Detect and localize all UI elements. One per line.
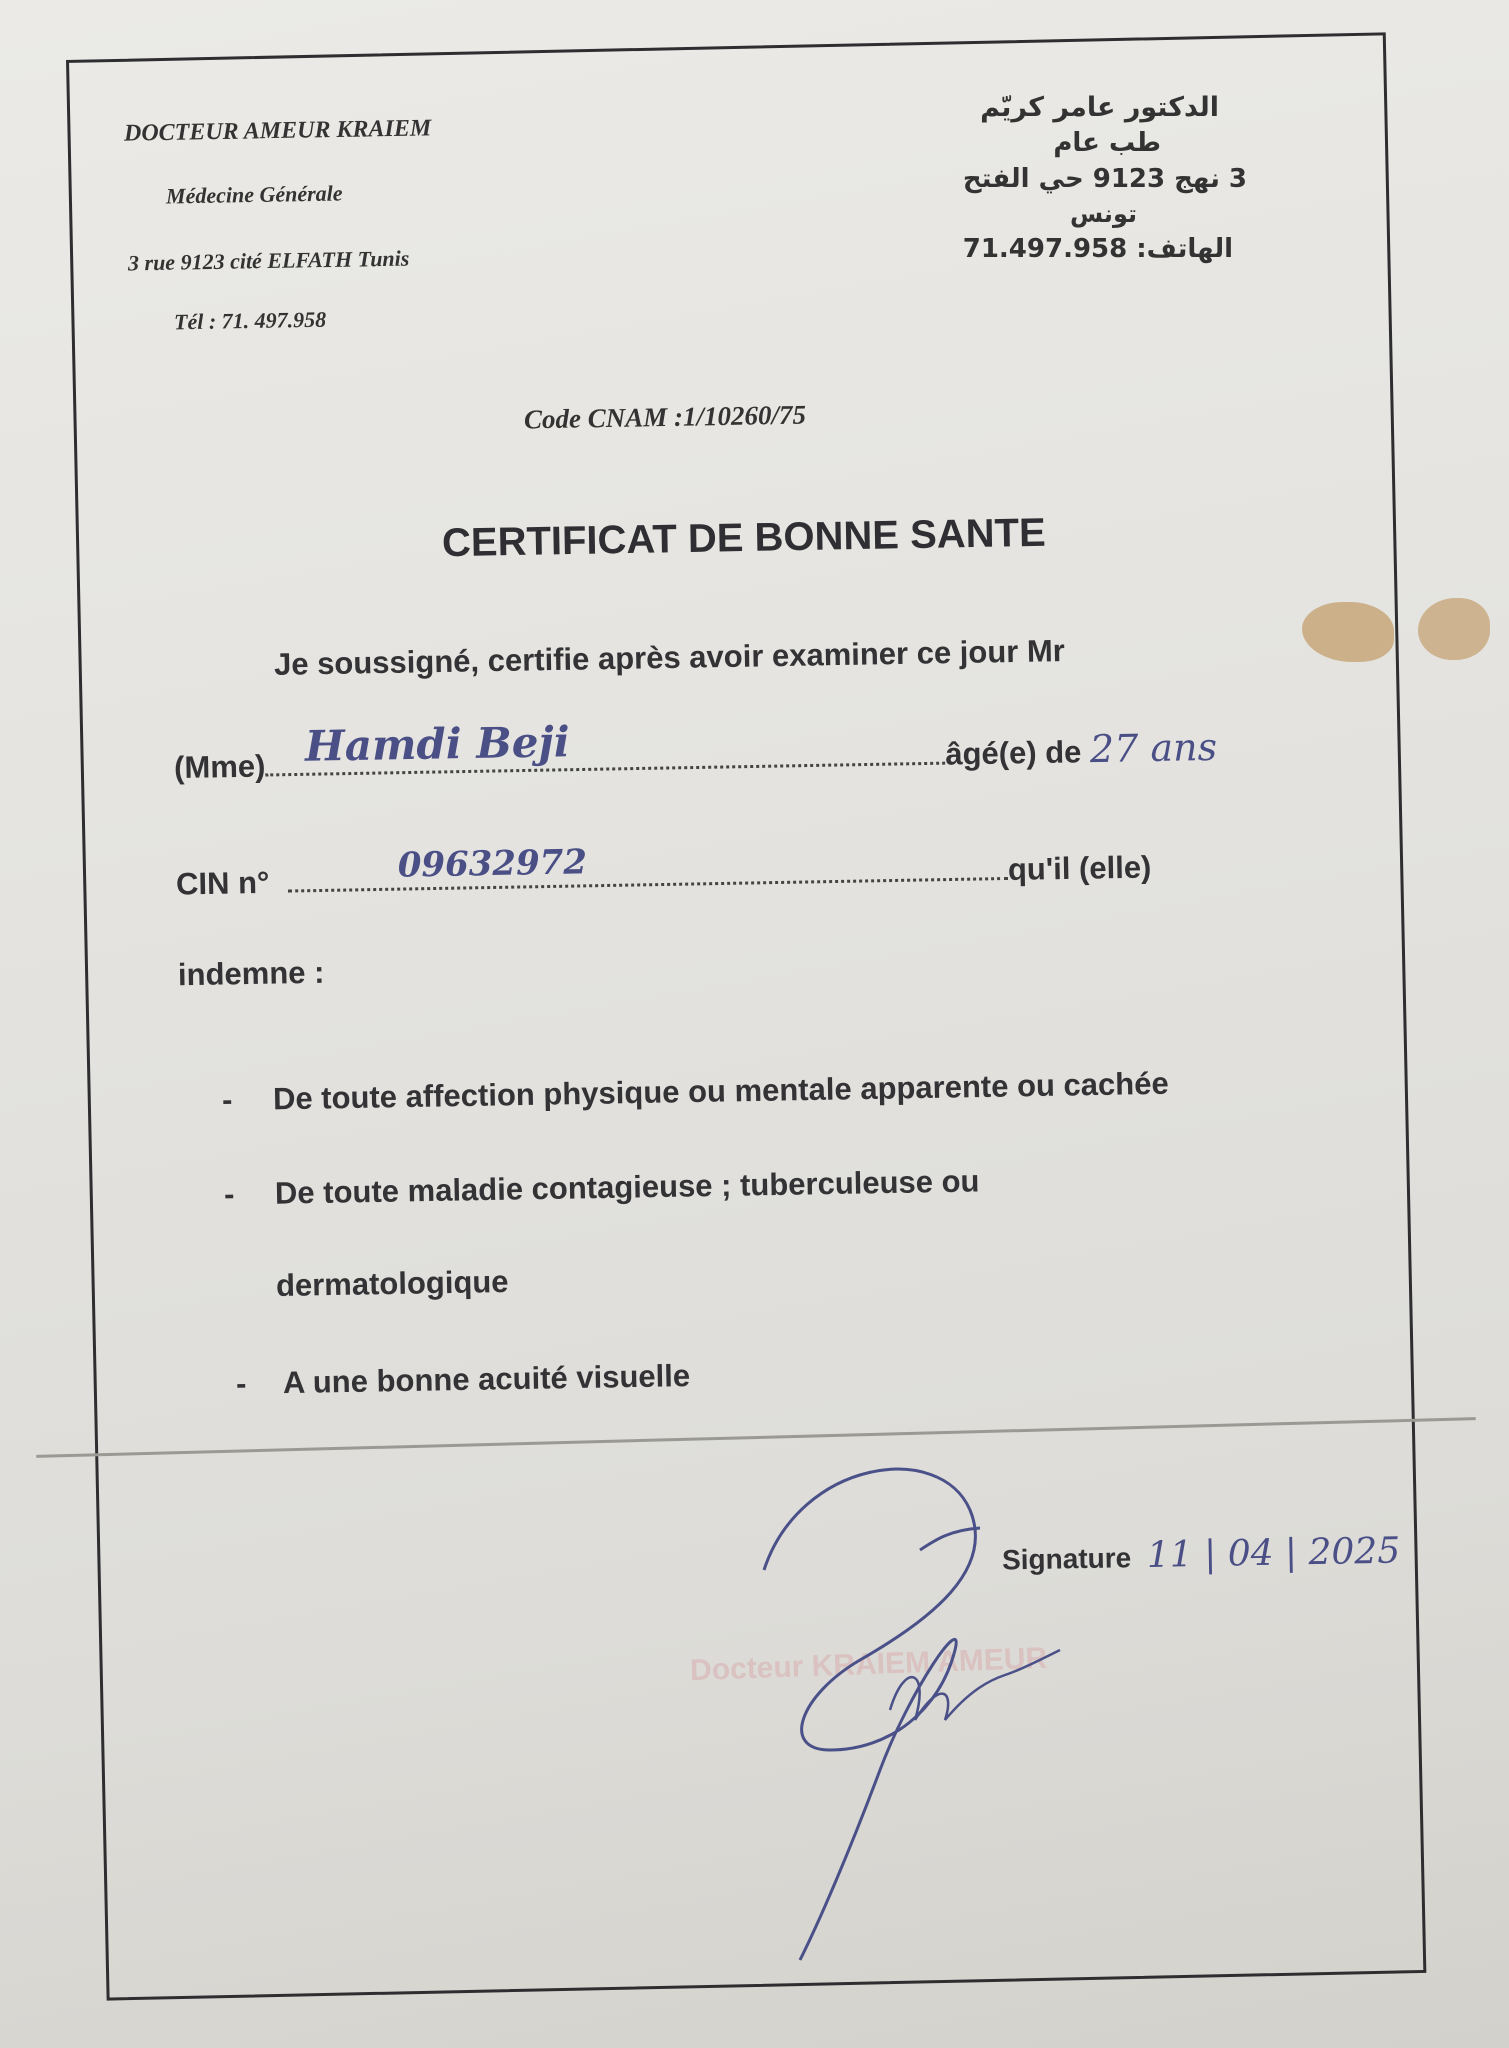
bullet-text: A une bonne acuité visuelle: [282, 1358, 691, 1401]
cin-suffix: qu'il (elle): [1007, 849, 1152, 887]
patient-name: Hamdi Beji: [304, 717, 571, 771]
doctor-name-ar: الدكتور عامر كريّم: [980, 92, 1219, 123]
name-prefix: (Mme): [173, 748, 266, 786]
bullet-continuation: dermatologique: [275, 1263, 509, 1304]
phone-ar: الهاتف: 71.497.958: [962, 234, 1233, 264]
indemne-label: indemne :: [177, 954, 325, 993]
specialty-ar: طب عام: [1053, 128, 1161, 158]
patient-age: 27 ans: [1089, 724, 1218, 772]
cnam-code: Code CNAM :1/10260/75: [523, 399, 807, 435]
phone-fr: Tél : 71. 497.958: [173, 306, 327, 335]
handwritten-signature: [740, 1450, 1160, 1970]
bullet-text: De toute maladie contagieuse ; tuberculeuse ou: [274, 1163, 980, 1211]
bullet-mark: -: [235, 1365, 247, 1401]
city-ar: تونس: [1070, 200, 1137, 228]
certificate-intro: Je soussigné, certifie après avoir examiner ce jour Mr: [273, 633, 1066, 682]
signature-date: 11 | 04 | 2025: [1146, 1530, 1401, 1576]
address-fr: 3 rue 9123 cité ELFATH Tunis: [127, 245, 410, 276]
signature-label: Signature: [1001, 1542, 1132, 1576]
bullet-mark: -: [223, 1176, 235, 1212]
certificate-title: CERTIFICAT DE BONNE SANTE: [441, 510, 1047, 566]
doctor-name-fr: DOCTEUR AMEUR KRAIEM: [123, 115, 432, 147]
bullet-text: De toute affection physique ou mentale apparente ou cachée: [272, 1065, 1169, 1117]
cin-label: CIN n°: [175, 864, 270, 902]
specialty-fr: Médecine Générale: [165, 180, 343, 209]
bullet-mark: -: [221, 1082, 233, 1118]
cin-number: 09632972: [397, 842, 588, 886]
name-field: [266, 717, 946, 777]
address-ar: 3 نهج 9123 حي الفتح: [962, 164, 1247, 194]
age-label: âgé(e) de: [944, 734, 1082, 772]
doctor-stamp: Docteur KRAIEM AMEUR: [689, 1641, 1048, 1688]
paper-stain: [1418, 598, 1490, 660]
